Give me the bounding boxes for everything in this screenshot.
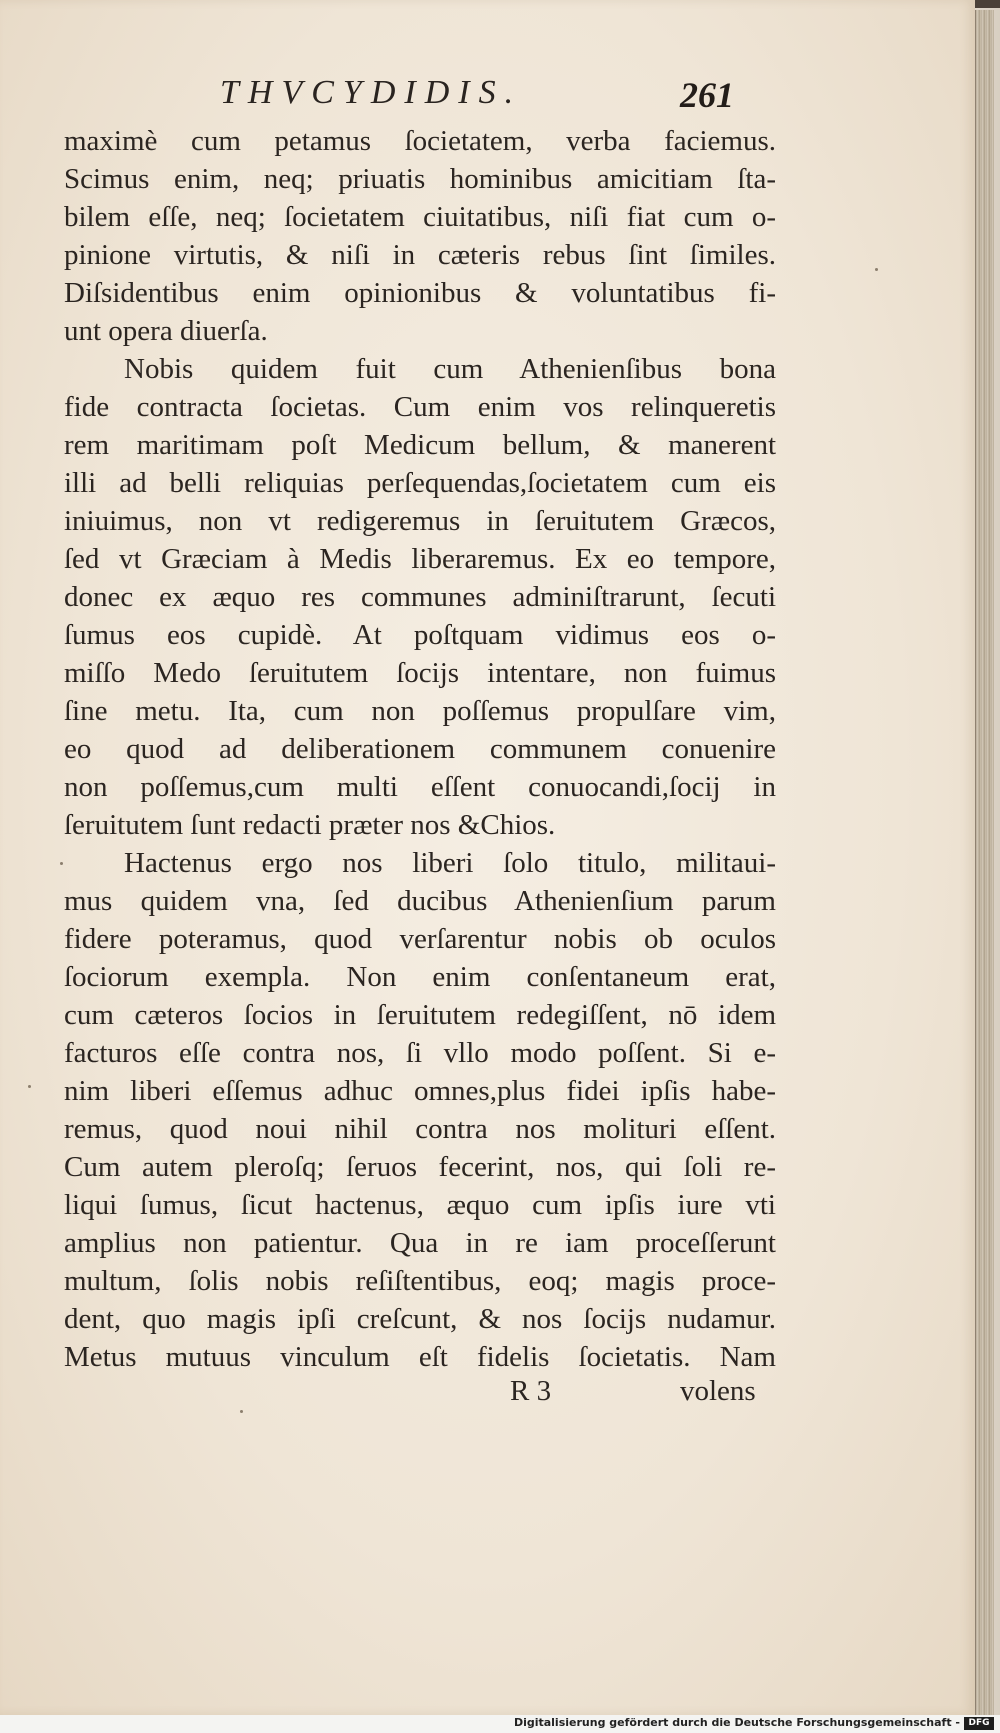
text-line: Cum autem pleroſq; ſeruos fecerint, nos, qui ſoli re-	[64, 1151, 776, 1183]
text-line: non poſſemus,cum multi eſſent conuocandi,ſocij in	[64, 771, 776, 803]
text-line: ſine metu. Ita, cum non poſſemus propulſare vim,	[64, 695, 776, 727]
body-text	[64, 122, 776, 1376]
text-line: ſeruitutem ſunt redacti præter nos &Chios.	[64, 809, 556, 841]
digitization-footer	[0, 1715, 1000, 1733]
text-line: eo quod ad deliberationem communem conuenire	[64, 733, 776, 765]
text-line: ſed vt Græciam à Medis liberaremus. Ex eo tempore,	[64, 543, 776, 575]
text-line: nim liberi eſſemus adhuc omnes,plus fidei ipſis habe-	[64, 1075, 776, 1107]
text-line: pinione virtutis, & niſi in cæteris rebus ſint ſimiles.	[64, 239, 776, 271]
text-line: Nobis quidem fuit cum Athenienſibus bona	[124, 353, 776, 385]
text-line: dent, quo magis ipſi creſcunt, & nos ſocijs nudamur.	[64, 1303, 776, 1335]
running-title: THVCYDIDIS.	[220, 74, 523, 111]
catchword: volens	[680, 1375, 756, 1407]
paper-speck	[60, 862, 63, 865]
text-line: unt opera diuerſa.	[64, 315, 268, 347]
text-line: bilem eſſe, neq; ſocietatem ciuitatibus, niſi fiat cum o-	[64, 201, 776, 233]
text-line: cum cæteros ſocios in ſeruitutem redegiſſent, nō idem	[64, 999, 776, 1031]
text-line: fide contracta ſocietas. Cum enim vos relinqueretis	[64, 391, 776, 423]
page-header	[0, 74, 975, 124]
paper-speck	[875, 268, 878, 271]
text-line: remus, quod noui nihil contra nos molituri eſſent.	[64, 1113, 776, 1145]
text-line: miſſo Medo ſeruitutem ſocijs intentare, non fuimus	[64, 657, 776, 689]
paper-speck	[240, 1410, 243, 1413]
text-line: fidere poteramus, quod verſarentur nobis ob oculos	[64, 923, 776, 955]
text-line: mus quidem vna, ſed ducibus Athenienſium parum	[64, 885, 776, 917]
text-line: Diſsidentibus enim opinionibus & voluntatibus fi-	[64, 277, 776, 309]
text-line: ſociorum exempla. Non enim conſentaneum erat,	[64, 961, 776, 993]
paper-speck	[28, 1085, 31, 1088]
text-line: iniuimus, non vt redigeremus in ſeruitutem Græcos,	[64, 505, 776, 537]
text-line: ſumus eos cupidè. At poſtquam vidimus eos o-	[64, 619, 776, 651]
text-line: rem maritimam poſt Medicum bellum, & manerent	[64, 429, 776, 461]
book-page-edges	[975, 10, 994, 1715]
page-number: 261	[680, 75, 734, 115]
dfg-logo: DFG	[964, 1717, 994, 1730]
text-line: amplius non patientur. Qua in re iam proceſſerunt	[64, 1227, 776, 1259]
text-line: Hactenus ergo nos liberi ſolo titulo, militaui-	[124, 847, 776, 879]
text-line: illi ad belli reliquias perſequendas,ſocietatem cum eis	[64, 467, 776, 499]
text-line: donec ex æquo res communes adminiſtrarunt, ſecuti	[64, 581, 776, 613]
text-line: Metus mutuus vinculum eſt fidelis ſocietatis. Nam	[64, 1341, 776, 1373]
text-line: facturos eſſe contra nos, ſi vllo modo poſſent. Si e-	[64, 1037, 776, 1069]
text-line: liqui ſumus, ſicut hactenus, æquo cum ipſis iure vti	[64, 1189, 776, 1221]
text-line: multum, ſolis nobis reſiſtentibus, eoq; magis proce-	[64, 1265, 776, 1297]
text-line: Scimus enim, neq; priuatis hominibus amicitiam ſta-	[64, 163, 776, 195]
funding-credit: Digitalisierung gefördert durch die Deutsche Forschungsgemeinschaft -	[513, 1716, 960, 1729]
text-line: maximè cum petamus ſocietatem, verba faciemus.	[64, 125, 776, 157]
catchline	[0, 1375, 975, 1415]
signature-mark: R 3	[510, 1375, 552, 1407]
